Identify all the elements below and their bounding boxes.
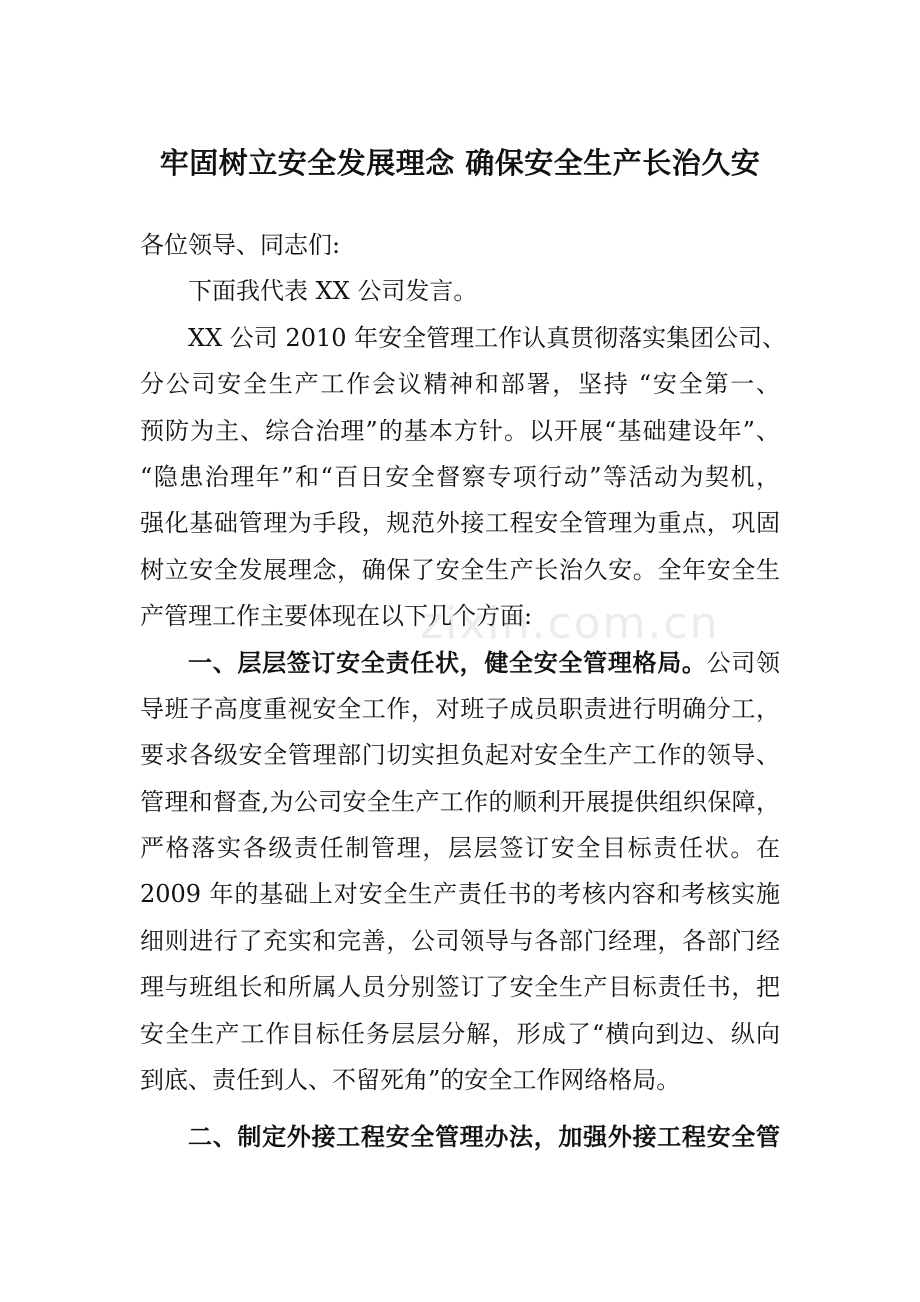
text-line: 要求各级安全管理部门切实担负起对安全生产工作的领导、 — [140, 741, 780, 770]
text-line: 管理和督查,为公司安全生产工作的顺利开展提供组织保障， — [140, 787, 780, 816]
line-text: 公司领 — [706, 648, 781, 677]
paragraph-gap — [140, 1103, 780, 1114]
text-line: 2009 年的基础上对安全生产责任书的考核内容和考核实施 — [140, 880, 780, 909]
text-line: 导班子高度重视安全工作，对班子成员职责进行明确分工， — [140, 694, 780, 723]
text-line: 细则进行了充实和完善，公司领导与各部门经理，各部门经 — [140, 926, 780, 955]
text-line: 强化基础管理为手段，规范外接工程安全管理为重点，巩固 — [140, 509, 780, 538]
text-line: 各位领导、同志们: — [140, 231, 341, 259]
text-line: 分公司安全生产工作会议精神和部署，坚持 “安全第一、 — [140, 370, 780, 399]
text-line: 产管理工作主要体现在以下几个方面: — [140, 602, 533, 631]
text-line: 下面我代表 XX 公司发言。 — [188, 277, 478, 306]
text-line: 预防为主、综合治理”的基本方针。以开展“基础建设年”、 — [140, 416, 780, 445]
text-line: 严格落实各级责任制管理，层层签订安全目标责任状。在 — [140, 834, 780, 863]
text-line: XX 公司 2010 年安全管理工作认真贯彻落实集团公司、 — [188, 323, 787, 352]
text-line: 树立安全发展理念，确保了安全生产长治久安。全年安全生 — [140, 555, 780, 584]
text-line — [140, 640, 780, 686]
document-title: 牢固树立安全发展理念 确保安全生产长治久安 — [159, 146, 761, 180]
section-heading: 一、层层签订安全责任状，健全安全管理格局。 — [188, 647, 707, 677]
text-line: 安全生产工作目标任务层层分解，形成了“横向到边、纵向 — [140, 1019, 780, 1048]
text-line: 二、制定外接工程安全管理办法，加强外接工程安全管 — [188, 1122, 780, 1152]
document-body — [140, 222, 787, 1161]
watermark-text: zixin.com.cn — [420, 598, 720, 649]
text-line: 到底、责任到人、不留死角”的安全工作网络格局。 — [140, 1066, 681, 1095]
text-line: 理与班组长和所属人员分别签订了安全生产目标责任书，把 — [140, 973, 780, 1002]
text-line: “隐患治理年”和“百日安全督察专项行动”等活动为契机， — [140, 462, 780, 491]
